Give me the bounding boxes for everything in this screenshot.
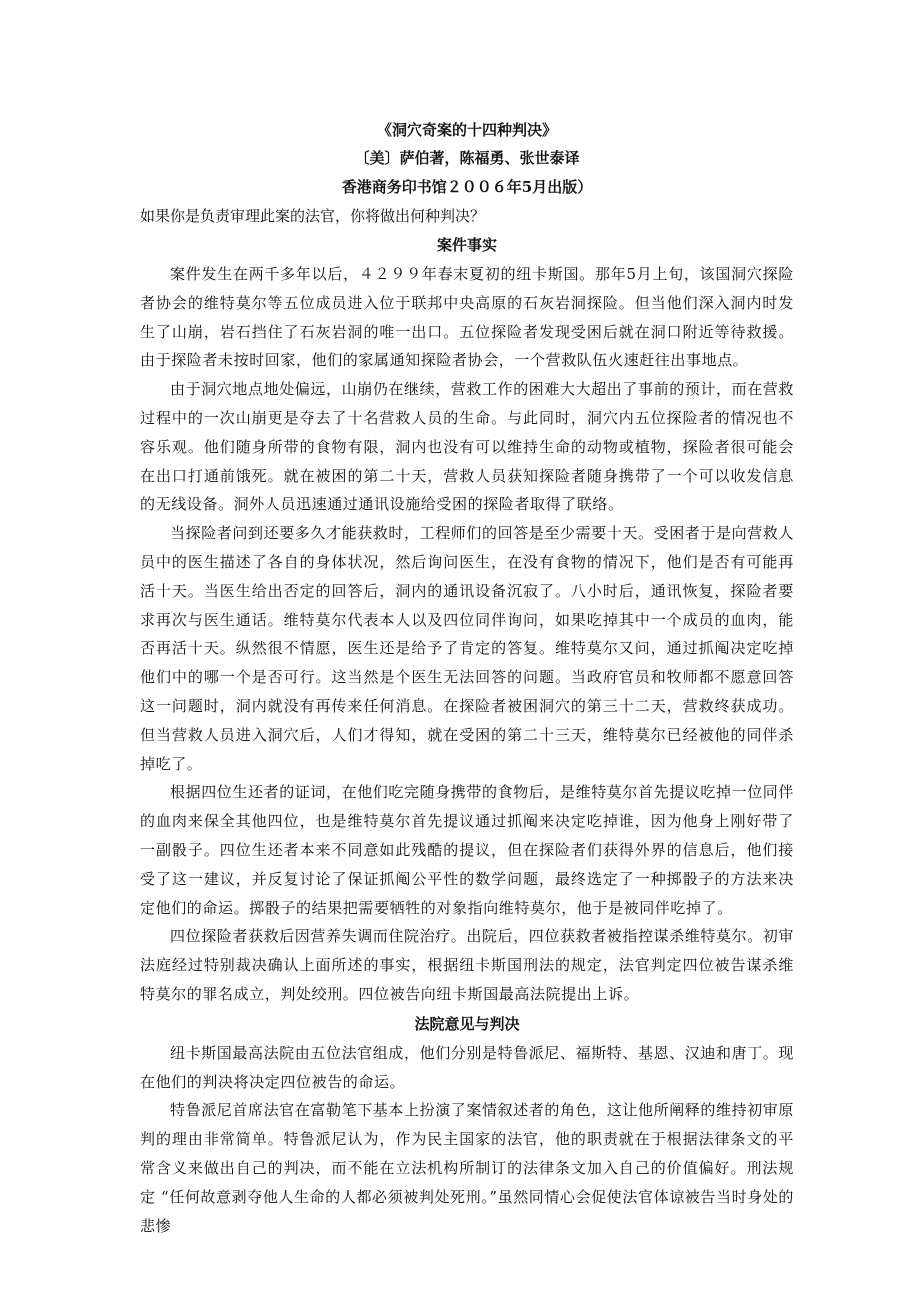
paragraph: 根据四位生还者的证词，在他们吃完随身携带的食物后，是维特莫尔首先提议吃掉一位同伴的血肉来保全其他四位，也是维特莫尔首先提议通过抓阄来决定吃掉谁，因为他身上刚好带了一副骰子。四位生还者本来不同意如此残酷的提议，但在探险者们获得外界的信息后，他们接受了这一建议，并反复讨论了保证抓阄公平性的数学问题，最终选定了一种掷骰子的方法来决定他们的命运。掷骰子的结果把需要牺牲的对象指向维特莫尔，他于是被同伴吃掉了。	[140, 783, 795, 917]
intro-question: 如果你是负责审理此案的法官，你将做出何种判决？	[140, 207, 486, 225]
document-page	[140, 116, 794, 1240]
paragraph: 由于洞穴地点地处偏远，山崩仍在继续，营救工作的困难大大超出了事前的预计，而在营救过程中的一次山崩更是夺去了十名营救人员的生命。与此同时，洞穴内五位探险者的情况也不容乐观。他们随身所带的食物有限，洞内也没有可以维持生命的动物或植物，探险者很可能会在出口打通前饿死。就在被困的第二十天，营救人员获知探险者随身携带了一个可以收发信息的无线设备。洞外人员迅速通过通讯设施给受困的探险者取得了联络。	[140, 380, 795, 514]
publisher-line: 香港商务印书馆２００６年5月出版）	[341, 178, 593, 196]
paragraph: 案件发生在两千多年以后，４２９９年春末夏初的纽卡斯国。那年5月上旬，该国洞穴探险者协会的维特莫尔等五位成员进入位于联邦中央高原的石灰岩洞探险。但当他们深入洞内时发生了山崩，岩石挡住了石灰岩洞的唯一出口。五位探险者发现受困后就在洞口附近等待救援。由于探险者未按时回家，他们的家属通知探险者协会，一个营救队伍火速赶往出事地点。	[140, 265, 794, 370]
section-heading-facts: 案件事实	[436, 236, 497, 254]
section-heading-opinions: 法院意见与判决	[414, 1014, 520, 1033]
paragraph: 纽卡斯国最高法院由五位法官组成，他们分别是特鲁派尼、福斯特、基恩、汉迪和唐丁。现在他们的判决将决定四位被告的命运。	[140, 1043, 795, 1091]
paragraph: 四位探险者获救后因营养失调而住院治疗。出院后，四位获救者被指控谋杀维特莫尔。初审法庭经过特别裁决确认上面所述的事实，根据纽卡斯国刑法的规定，法官判定四位被告谋杀维特莫尔的罪名成立，判处绞刑。四位被告向纽卡斯国最高法院提出上诉。	[140, 927, 795, 1003]
paragraph: 特鲁派尼首席法官在富勒笔下基本上扮演了案情叙述者的角色，这让他所阐释的维持初审原判的理由非常简单。特鲁派尼认为，作为民主国家的法官，他的职责就在于根据法律条文的平常含义来做出自己的判决，而不能在立法机构所制订的法律条文加入自己的价值偏好。刑法规定 “任何故意剥夺他人生命的人都必须被判处死刑。”虽然同情心会促使法官体谅被告当时身处的悲惨	[140, 1101, 795, 1235]
book-title: 《洞穴奇案的十四种判决》	[376, 121, 557, 139]
author-line: 〔美〕萨伯著，陈福勇、张世泰译	[354, 149, 580, 167]
paragraph: 当探险者问到还要多久才能获救时，工程师们的回答是至少需要十天。受困者于是向营救人员中的医生描述了各自的身体状况，然后询问医生，在没有食物的情况下，他们是否有可能再活十天。当医生给出否定的回答后，洞内的通讯设备沉寂了。八小时后，通讯恢复，探险者要求再次与医生通话。维特莫尔代表本人以及四位同伴询问，如果吃掉其中一个成员的血肉，能否再活十天。纵然很不情愿，医生还是给予了肯定的答复。维特莫尔又问，通过抓阄决定吃掉他们中的哪一个是否可行。这当然是个医生无法回答的问题。当政府官员和牧师都不愿意回答这一问题时，洞内就没有再传来任何消息。在探险者被困洞穴的第三十二天，营救终获成功。但当营救人员进入洞穴后，人们才得知，就在受困的第二十三天，维特莫尔已经被他的同伴杀掉吃了。	[140, 524, 795, 773]
